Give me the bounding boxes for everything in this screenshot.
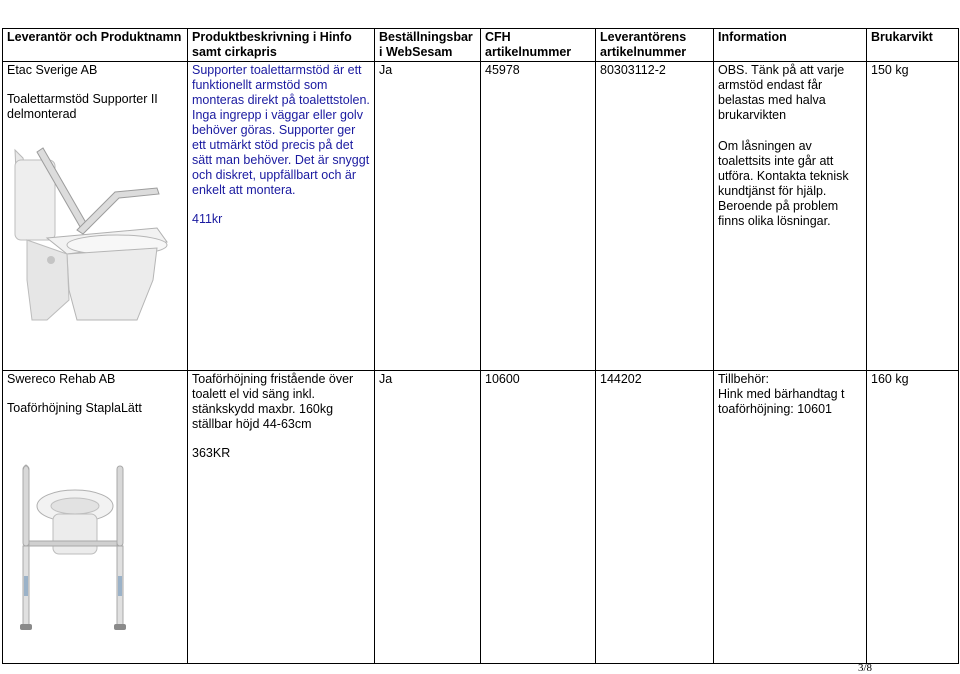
information-cell — [714, 371, 867, 664]
product-price: 411kr — [192, 212, 223, 226]
info-warning: OBS. Tänk på att varje armstöd endast får belastas med halva brukarvikten — [718, 63, 845, 122]
orderable-cell: Ja — [375, 371, 481, 664]
description-cell — [188, 371, 375, 664]
supplier-cell — [3, 371, 188, 664]
supplier-article-cell: 144202 — [596, 371, 714, 664]
table-row — [3, 371, 959, 664]
toilet-riser-image — [13, 436, 133, 636]
weight-cell: 160 kg — [867, 371, 959, 664]
table-row — [3, 62, 959, 371]
supplier-article-cell: 80303112-2 — [596, 62, 714, 371]
orderable-cell: Ja — [375, 62, 481, 371]
col-header-supplier-art: Leverantörens artikelnummer — [596, 29, 714, 62]
page-number: 3/8 — [858, 662, 873, 674]
product-price: 363KR — [192, 446, 231, 460]
product-table — [2, 28, 959, 664]
product-description: Supporter toalettarmstöd är ett funktionellt armstöd som monteras direkt på toalettstolen. Inga ingrepp i väggar eller golv behöver göras. Supporter ger ett utmärkt stöd precis på det sätt man behöver. Det är snyggt och diskret, uppfällbart och är enkelt att montera. — [192, 63, 370, 197]
info-locking: Om låsningen av toalettsits inte går att utföra. Kontakta teknisk kundtjänst för hjälp. Beroende på problem finns olika lösningar. — [718, 139, 849, 228]
cfh-number-cell: 10600 — [481, 371, 596, 664]
supplier-cell — [3, 62, 188, 371]
supplier-name: Swereco Rehab AB — [7, 372, 116, 386]
toilet-armrest-image — [7, 130, 177, 330]
product-description: Toaförhöjning fristående över toalett el vid säng inkl. stänkskydd maxbr. 160kg ställbar höjd 44-63cm — [192, 372, 354, 431]
description-cell — [188, 62, 375, 371]
header-row — [3, 29, 959, 62]
col-header-supplier: Leverantör och Produktnamn — [3, 29, 188, 62]
weight-cell: 150 kg — [867, 62, 959, 371]
col-header-cfh: CFH artikelnummer — [481, 29, 596, 62]
col-header-weight: Brukarvikt — [867, 29, 959, 62]
col-header-description: Produktbeskrivning i Hinfo samt cirkapris — [188, 29, 375, 62]
product-name: Toaförhöjning StaplaLätt — [7, 401, 142, 415]
product-name: Toalettarmstöd Supporter II delmonterad — [7, 92, 158, 121]
supplier-name: Etac Sverige AB — [7, 63, 98, 77]
info-accessories: Tillbehör: Hink med bärhandtag t toaförhöjning: 10601 — [718, 372, 845, 416]
col-header-orderable: Beställningsbar i WebSesam — [375, 29, 481, 62]
cfh-number-cell: 45978 — [481, 62, 596, 371]
col-header-information: Information — [714, 29, 867, 62]
information-cell — [714, 62, 867, 371]
